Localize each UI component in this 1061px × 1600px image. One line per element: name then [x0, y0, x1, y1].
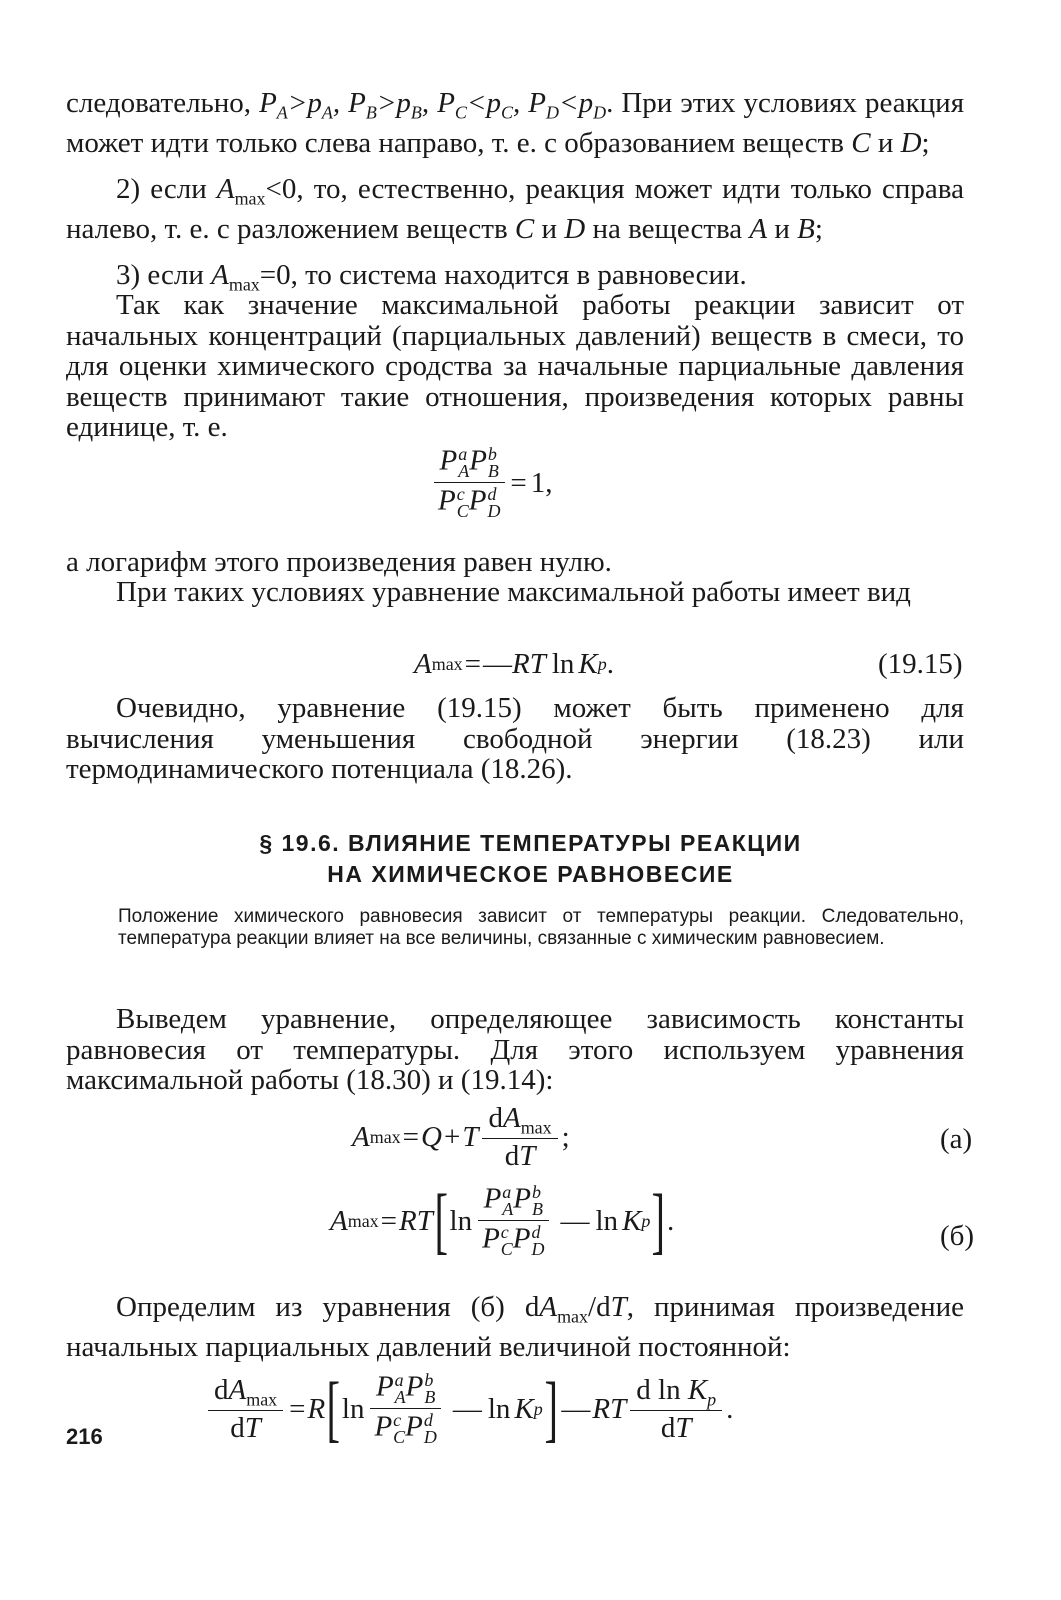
symbol-rt: RT — [512, 648, 546, 680]
text-fragment: ; — [921, 126, 930, 159]
paragraph-1 — [66, 88, 964, 158]
symbol-d: D — [900, 126, 922, 159]
paragraph-7: Очевидно, уравнение (19.15) может быть применено для вычисления уменьшения свободной энергии (18.23) или термодинамического потенциала (18.26). — [66, 692, 964, 785]
equation-value: 1 — [530, 466, 546, 499]
equals-sign: = — [380, 1204, 398, 1237]
symbol-rt: RT — [592, 1392, 627, 1425]
fraction — [368, 1372, 442, 1446]
subscript-p: p — [641, 1210, 651, 1231]
text-fragment: 3) если — [116, 259, 212, 291]
fraction — [208, 1373, 283, 1444]
numerator: P a A P b B — [370, 1372, 441, 1409]
denominator: dT — [660, 1411, 692, 1444]
paragraph-4: Так как значение максимальной работы реакции зависит от начальных концентраций (парциальных давлений) веществ в смеси, то для оценки химического сродства за начальные парциальные давления веществ принимают такие отношения, произведения которых равны единице, т. е. — [66, 289, 964, 443]
dot: . — [606, 648, 614, 680]
symbol-a: A — [216, 173, 235, 205]
right-bracket: ] — [544, 1368, 558, 1451]
numerator: d $\ln K_p$ — [630, 1376, 722, 1411]
symbol-r: R — [307, 1392, 326, 1425]
minus-sign: — — [560, 1204, 590, 1237]
symbol-c: C — [514, 212, 535, 245]
equals-sign: = — [289, 1392, 306, 1425]
inline-math-pa: $P_A>p_A$, $P_B>p_B$, $P_C<p_C$, $P_D<p_D$ — [259, 87, 607, 123]
denominator: P c C P d D — [374, 1410, 437, 1448]
equation-derivative — [204, 1368, 734, 1451]
text-fragment: на вещества — [585, 212, 750, 245]
semicolon: ; — [561, 1121, 570, 1154]
text-fragment: /d — [588, 1291, 611, 1323]
symbol-c: C — [851, 126, 871, 159]
numerator: P a A P b B — [478, 1184, 549, 1221]
heading-line-2: НА ХИМИЧЕСКОЕ РАВНОВЕСИЕ — [327, 861, 734, 887]
section-heading — [0, 828, 1061, 890]
left-bracket: [ — [434, 1180, 448, 1263]
equation-a — [352, 1104, 570, 1171]
heading-line-1: § 19.6. ВЛИЯНИЕ ТЕМПЕРАТУРЫ РЕАКЦИИ — [259, 830, 802, 856]
symbol-t: T — [462, 1121, 479, 1154]
ln: ln — [595, 1204, 619, 1237]
symbol-k: K — [514, 1392, 534, 1425]
comma: , — [545, 466, 553, 499]
fraction — [482, 1104, 557, 1171]
denominator: dT — [504, 1140, 536, 1173]
left-bracket: [ — [326, 1368, 341, 1451]
subscript-max: max — [234, 188, 266, 209]
equation-b — [330, 1180, 675, 1263]
ln: ln — [449, 1204, 473, 1237]
minus-sign: — — [483, 648, 513, 680]
numerator: $dA_{max}$ — [482, 1104, 557, 1139]
equation-19-15 — [414, 648, 614, 681]
text-fragment: и — [870, 126, 901, 159]
page-number: 216 — [66, 1424, 103, 1449]
paragraph-6: При таких условиях уравнение максимальной работы имеет вид — [116, 576, 911, 608]
equals-sign: = — [402, 1121, 420, 1154]
right-bracket: ] — [651, 1180, 666, 1263]
text-fragment: 2) если — [116, 173, 217, 205]
equation-number: (б) — [940, 1220, 975, 1252]
minus-sign: — — [452, 1392, 482, 1425]
fraction — [432, 446, 506, 520]
symbol-rt: RT — [399, 1204, 433, 1237]
denominator: dT — [230, 1411, 261, 1444]
symbol-k: K — [622, 1204, 642, 1237]
ln: ln — [551, 648, 575, 680]
text-fragment: и — [767, 212, 798, 245]
text-fragment: и — [534, 212, 565, 245]
text-fragment: Определим из уравнения (б) d — [116, 1291, 540, 1323]
symbol-a: A — [414, 648, 432, 680]
denominator: P c C P d D — [482, 1222, 545, 1260]
text-fragment: . При этих условиях реакция может идти только слева направо, т. е. с образованием веществ — [66, 87, 965, 159]
subscript-p: p — [533, 1398, 543, 1419]
equals-sign: = — [510, 466, 527, 499]
minus-sign: — — [561, 1392, 591, 1425]
ln: ln — [487, 1392, 511, 1425]
subscript-p: p — [597, 654, 607, 674]
symbol-b: B — [797, 212, 815, 245]
paragraph-2 — [66, 174, 964, 244]
dot: . — [667, 1204, 675, 1237]
ln: ln — [341, 1392, 365, 1425]
paragraph-9 — [66, 1292, 964, 1362]
text-fragment: <0, то, естественно, реакция может идти только справа налево, т. е. с разложением веществ — [66, 173, 964, 245]
text-fragment: , принимая произведение начальных парциальных давлений величиной постоянной: — [66, 1291, 964, 1363]
subscript-max: max — [369, 1127, 401, 1148]
equals-sign: = — [464, 648, 482, 680]
subscript-max: max — [557, 1306, 589, 1327]
fraction — [476, 1184, 550, 1258]
equation-number: (а) — [940, 1123, 973, 1155]
subscript-max: max — [431, 654, 463, 674]
symbol-q: Q — [421, 1121, 442, 1154]
equation-ratio — [428, 446, 553, 520]
symbol-a: A — [211, 259, 229, 291]
section-abstract: Положение химического равновесия зависит от температуры реакции. Следовательно, температура реакции влияет на все величины, связанные с химическим равновесием. — [118, 906, 964, 949]
symbol-d: D — [564, 212, 586, 245]
symbol-a: A — [749, 212, 768, 245]
symbol-t: T — [610, 1291, 627, 1323]
dot: . — [726, 1392, 734, 1425]
symbol-a: A — [330, 1204, 348, 1237]
plus-sign: + — [443, 1121, 461, 1154]
equation-number: (19.15) — [878, 648, 963, 680]
subscript-max: max — [228, 274, 260, 295]
denominator: P c C P d D — [438, 484, 501, 522]
text-fragment: следовательно, — [66, 87, 260, 119]
fraction — [630, 1373, 722, 1444]
text-fragment: ; — [814, 212, 823, 245]
paragraph-8: Выведем уравнение, определяющее зависимость константы равновесия от температуры. Для этого используем уравнения максимальной работы (18.30) и (19.14): — [66, 1003, 964, 1096]
symbol-a: A — [352, 1121, 370, 1154]
text-fragment: =0, то система находится в равновесии. — [259, 259, 747, 291]
symbol-k: K — [578, 648, 598, 680]
paragraph-5: а логарифм этого произведения равен нулю. — [66, 546, 612, 578]
numerator: $dA_{max}$ — [208, 1376, 283, 1411]
subscript-max: max — [347, 1210, 379, 1231]
numerator: P a A P b B — [434, 446, 505, 483]
symbol-a: A — [539, 1291, 558, 1323]
